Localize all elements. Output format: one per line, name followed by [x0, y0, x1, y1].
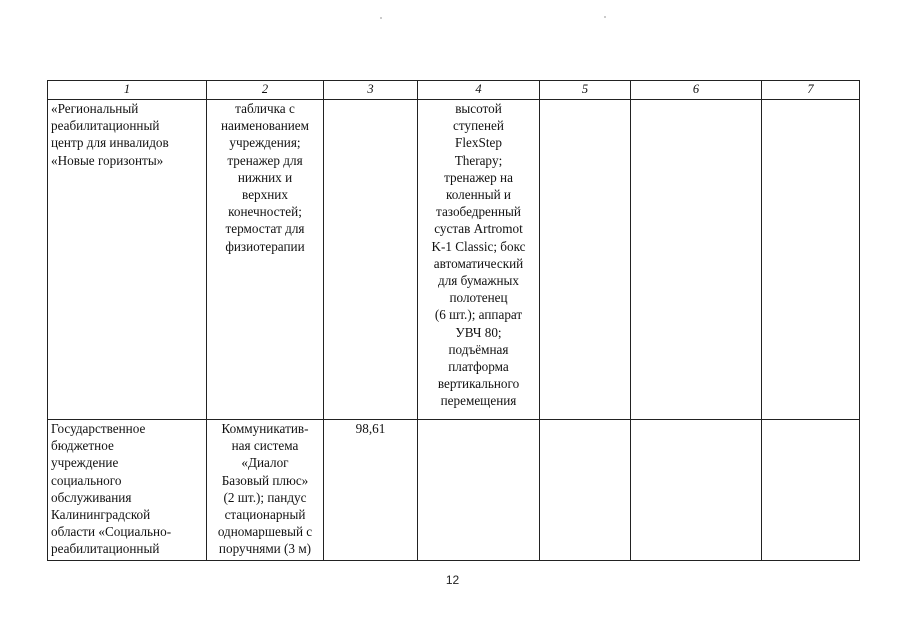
equipment-list: табличка с наименованием учреждения; тренажер для нижних и верхних конечностей; термостат для физиотерапии — [220, 101, 310, 254]
table-cell — [540, 100, 631, 420]
table-cell — [207, 100, 324, 420]
table-cell — [631, 100, 762, 420]
equipment-list: Коммуникатив- ная система «Диалог Базовый плюс» (2 шт.); пандус стационарный одномаршевый с поручнями (3 м) — [217, 421, 313, 557]
table-row — [48, 420, 860, 561]
column-header-1: 1 — [48, 81, 207, 100]
table-cell — [48, 420, 207, 561]
table-cell — [324, 100, 418, 420]
column-header-2: 2 — [207, 81, 324, 100]
table-cell — [762, 100, 860, 420]
column-header-4: 4 — [418, 81, 540, 100]
table-cell — [418, 100, 540, 420]
table-cell — [324, 420, 418, 561]
table-cell — [418, 420, 540, 561]
scan-speck — [380, 17, 382, 19]
table-row — [48, 100, 860, 420]
table-header-row — [48, 81, 860, 100]
column-header-3: 3 — [324, 81, 418, 100]
table-cell — [540, 420, 631, 561]
column-header-6: 6 — [631, 81, 762, 100]
data-table — [47, 80, 860, 561]
table-cell — [207, 420, 324, 561]
column-header-7: 7 — [762, 81, 860, 100]
table-cell — [762, 420, 860, 561]
institution-name: «Региональный реабилитационный центр для инвалидов «Новые горизонты» — [51, 101, 169, 168]
equipment-details: высотой ступеней FlexStep Therapy; тренажер на коленный и тазобедренный сустав Artromot K-1 Classic; бокс автоматический для бумажных полотенец (6 шт.); аппарат УВЧ 80; подъёмная платформа вертикального перемещения — [431, 101, 526, 409]
table-cell — [48, 100, 207, 420]
institution-name: Государственное бюджетное учреждение социального обслуживания Калининградской области «Социально- реабилитационный — [51, 421, 172, 557]
page-number: 12 — [445, 573, 460, 587]
scan-speck — [604, 16, 606, 18]
column-header-5: 5 — [540, 81, 631, 100]
table-cell — [631, 420, 762, 561]
amount-value: 98,61 — [355, 421, 386, 436]
